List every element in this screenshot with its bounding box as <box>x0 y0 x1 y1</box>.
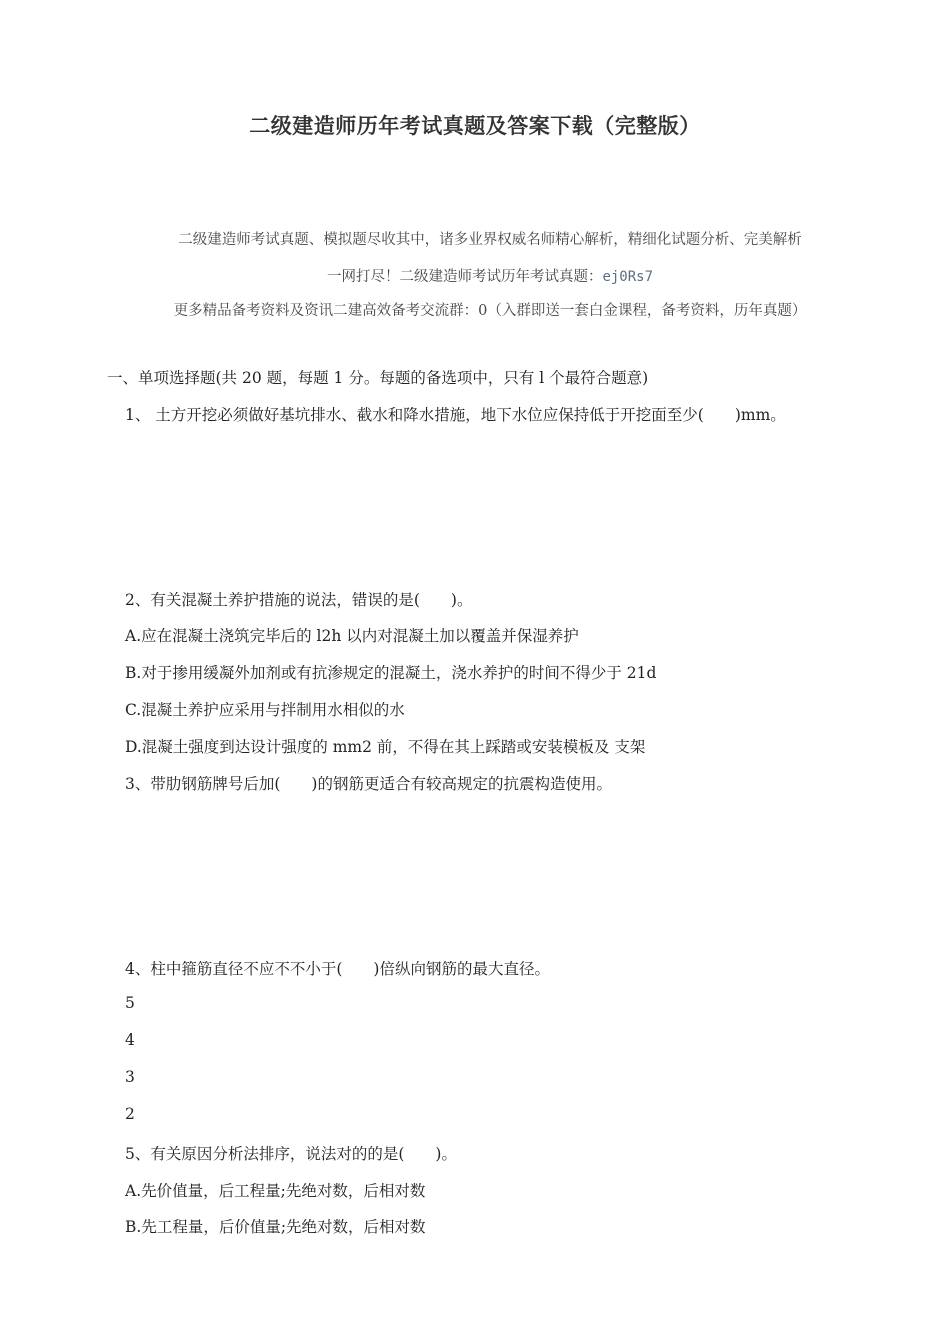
question-2-option-a: A.应在混凝土浇筑完毕后的 l2h 以内对混凝土加以覆盖并保湿养护 <box>125 627 579 645</box>
question-2-option-c: C.混凝土养护应采用与拌制用水相似的水 <box>125 701 405 719</box>
question-4-option-4: 2 <box>125 1105 135 1123</box>
question-2-option-b: B.对于掺用缓凝外加剂或有抗渗规定的混凝土，浇水养护的时间不得少于 21d <box>125 664 657 682</box>
question-2: 2、有关混凝土养护措施的说法，错误的是( )。 <box>125 591 473 609</box>
section-heading: 一、单项选择题(共 20 题，每题 1 分。每题的备选项中，只有 l 个最符合题意) <box>107 369 649 387</box>
question-5-option-a: A.先价值量，后工程量;先绝对数，后相对数 <box>125 1182 426 1200</box>
question-5: 5、有关原因分析法排序，说法对的的是( )。 <box>125 1145 457 1163</box>
question-4: 4、柱中箍筋直径不应不不小于( )倍纵向钢筋的最大直径。 <box>125 960 550 978</box>
question-3: 3、带肋钢筋牌号后加( )的钢筋更适合有较高规定的抗震构造使用。 <box>125 775 612 793</box>
question-1: 1、 土方开挖必须做好基坑排水、截水和降水措施，地下水位应保持低于开挖面至少( )mm。 <box>125 406 786 424</box>
intro-line-2 <box>120 265 860 286</box>
exam-code: ej0Rs7 <box>602 269 654 285</box>
intro-line-3: 更多精品备考资料及资讯二建高效备考交流群：0（入群即送一套白金课程，备考资料，历年真题） <box>173 303 807 319</box>
intro-line-1: 二级建造师考试真题、模拟题尽收其中，诸多业界权威名师精心解析，精细化试题分析、完美解析 <box>178 232 802 248</box>
question-4-option-3: 3 <box>125 1068 135 1086</box>
question-4-option-2: 4 <box>125 1031 135 1049</box>
question-4-option-1: 5 <box>125 994 135 1012</box>
question-5-option-b: B.先工程量，后价值量;先绝对数，后相对数 <box>125 1218 426 1236</box>
question-2-option-d: D.混凝土强度到达设计强度的 mm2 前，不得在其上踩踏或安装模板及 支架 <box>125 738 646 756</box>
intro-line-2-text: 一网打尽！二级建造师考试历年考试真题： <box>326 269 603 285</box>
document-title: 二级建造师历年考试真题及答案下载（完整版） <box>249 113 701 138</box>
